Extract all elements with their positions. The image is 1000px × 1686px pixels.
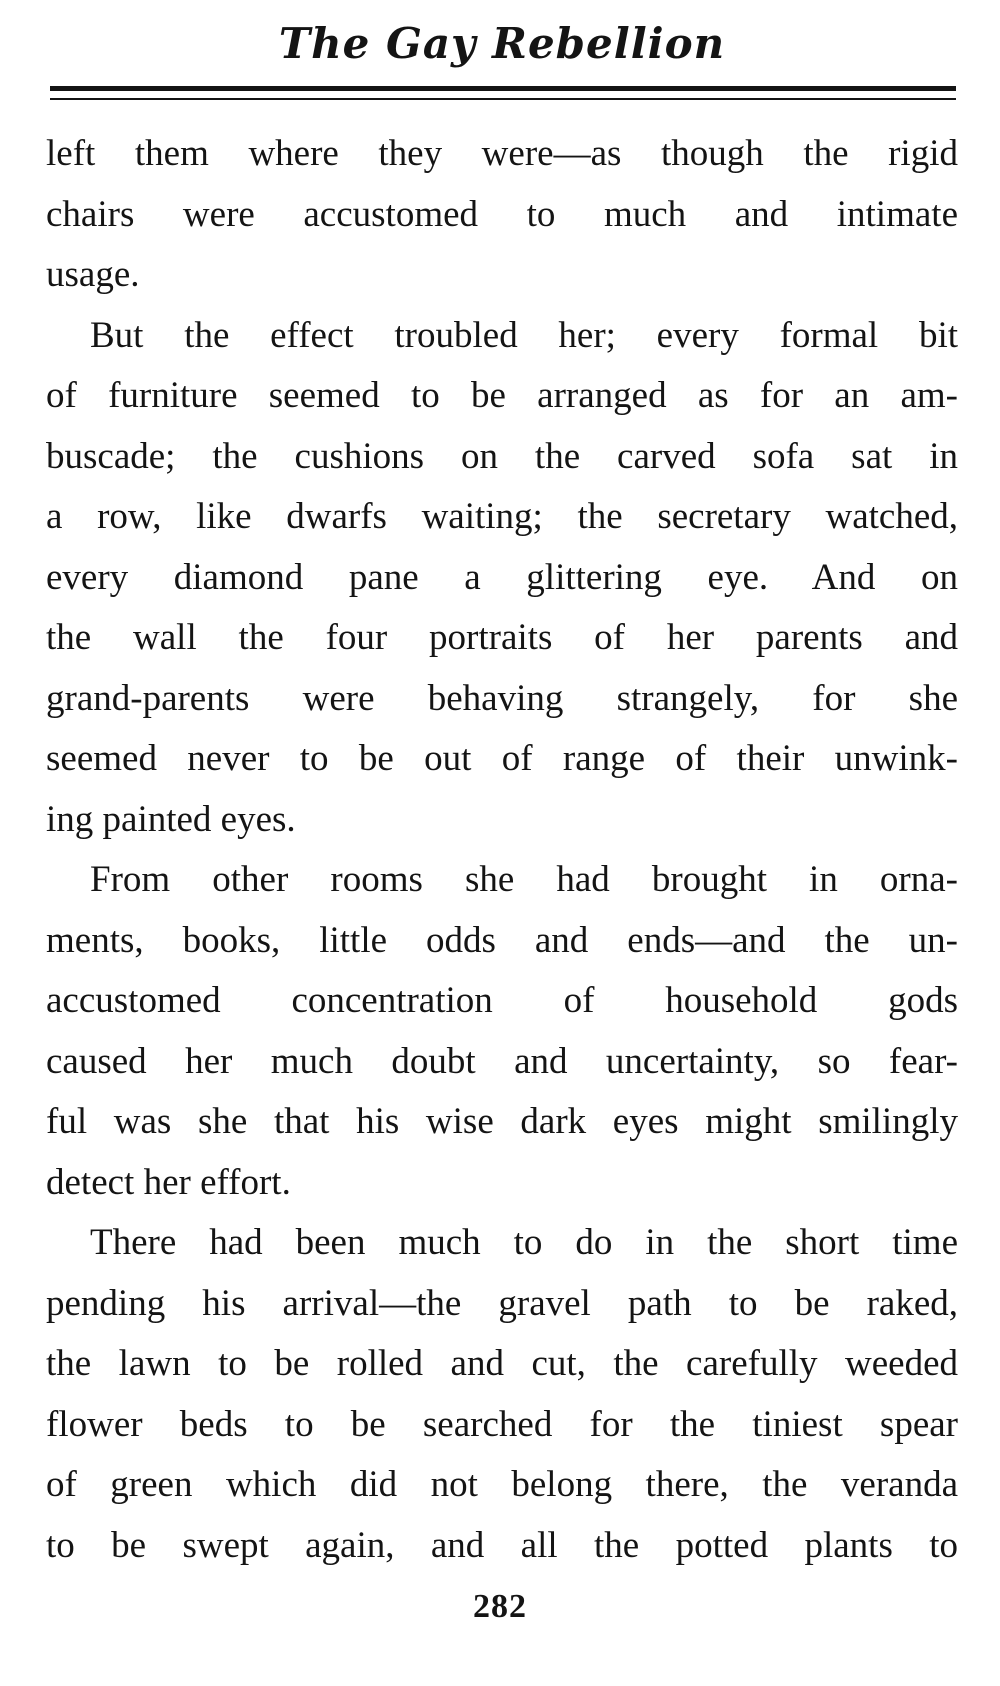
text-line: the wall the four portraits of her parents and [46, 617, 958, 658]
text-line: a row, like dwarfs waiting; the secretary watched, [46, 496, 958, 537]
text-line: left them where they were—as though the rigid [46, 133, 958, 174]
text-line: to be swept again, and all the potted plants to [46, 1524, 958, 1566]
text-line: chairs were accustomed to much and intimate [46, 193, 958, 235]
text-line: detect her effort. [46, 1161, 291, 1203]
text-line: accustomed concentration of household gods [46, 980, 958, 1021]
text-line: grand-parents were behaving strangely, for she [46, 677, 958, 719]
text-line: buscade; the cushions on the carved sofa sat in [46, 435, 958, 477]
running-head-title: The Gay Rebellion [278, 19, 726, 68]
text-line: ments, books, little odds and ends—and the un- [46, 919, 958, 961]
text-line: of furniture seemed to be arranged as for an am- [46, 375, 958, 416]
text-line: usage. [46, 254, 140, 295]
text-line: the lawn to be rolled and cut, the carefully weeded [46, 1343, 958, 1384]
header-rule-thin [50, 98, 956, 100]
body-text [46, 124, 958, 1576]
text-line: flower beds to be searched for the tiniest spear [46, 1403, 958, 1445]
text-line: From other rooms she had brought in orna- [90, 859, 958, 900]
text-line: But the effect troubled her; every formal bit [90, 314, 958, 356]
header-rule-thick [50, 86, 956, 91]
page-number: 282 [473, 1588, 527, 1625]
text-line: of green which did not belong there, the veranda [46, 1464, 958, 1505]
text-line: pending his arrival—the gravel path to be raked, [46, 1282, 958, 1324]
text-line: seemed never to be out of range of their unwink- [46, 738, 958, 779]
text-line: every diamond pane a glittering eye. And on [46, 556, 958, 598]
text-line: ing painted eyes. [46, 798, 296, 840]
text-line: caused her much doubt and uncertainty, so fear- [46, 1040, 958, 1082]
text-line: There had been much to do in the short time [90, 1222, 958, 1263]
text-line: ful was she that his wise dark eyes might smilingly [46, 1101, 958, 1142]
